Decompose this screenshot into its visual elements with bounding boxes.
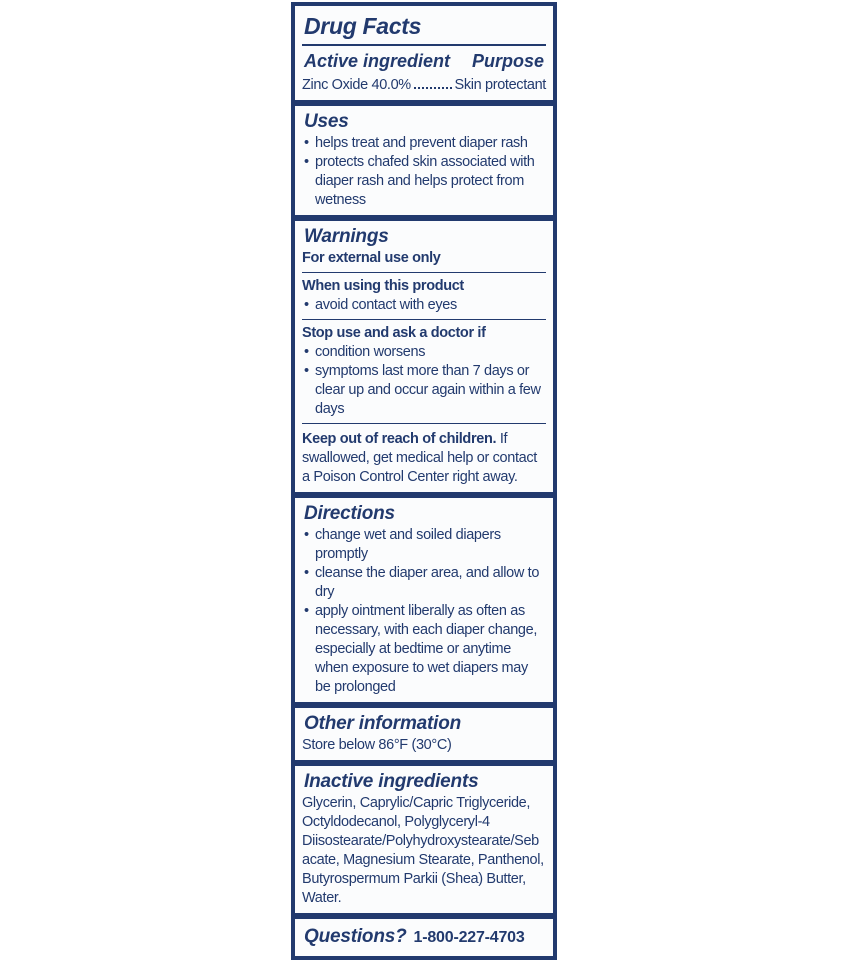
other-information-heading: Other information — [304, 713, 462, 734]
ingredient-purpose: Skin protectant — [454, 77, 546, 93]
stop-use-bullet-1 — [302, 343, 546, 362]
uses-bullet-2 — [302, 153, 546, 210]
bullet-icon: • — [304, 154, 310, 170]
bullet-icon: • — [304, 297, 310, 313]
when-using-heading: When using this product — [302, 278, 464, 294]
bullet-icon: • — [304, 527, 310, 543]
stop-use-heading: Stop use and ask a doctor if — [302, 325, 486, 341]
bullet-icon: • — [304, 603, 310, 619]
section-uses — [295, 106, 553, 215]
bullet-icon: • — [304, 565, 310, 581]
uses-bullet-2-text: protects chafed skin associated with diaper rash and helps protect from wetness — [315, 154, 535, 208]
questions-heading: Questions? — [304, 926, 407, 947]
stop-use-bullet-1-text: condition worsens — [315, 344, 426, 360]
keep-out-paragraph — [302, 428, 546, 487]
uses-heading: Uses — [304, 111, 349, 132]
bullet-icon: • — [304, 135, 310, 151]
section-inactive-ingredients — [295, 766, 553, 913]
active-ingredient-row — [302, 73, 546, 95]
section-questions — [295, 919, 553, 956]
directions-heading: Directions — [304, 503, 395, 524]
section-warnings — [295, 221, 553, 492]
active-ingredient-header-row — [302, 50, 546, 73]
uses-bullet-1 — [302, 134, 546, 153]
stop-use-bullet-2-text: symptoms last more than 7 days or clear up and occur again within a few days — [315, 363, 541, 417]
directions-bullet-2 — [302, 564, 546, 602]
warnings-sub-rule — [302, 423, 546, 424]
stop-use-bullet-2 — [302, 362, 546, 419]
keep-out-text: If swallowed, get medical help or contact a Poison Control Center right away. — [302, 431, 537, 485]
keep-out-bold: Keep out of reach of children. — [302, 431, 497, 447]
bullet-icon: • — [304, 363, 310, 379]
directions-bullet-1 — [302, 526, 546, 564]
directions-bullet-1-text: change wet and soiled diapers promptly — [315, 527, 501, 562]
external-use-line: For external use only — [302, 250, 441, 266]
uses-bullet-1-text: helps treat and prevent diaper rash — [315, 135, 528, 151]
bullet-icon: • — [304, 344, 310, 360]
dotted-leader — [414, 87, 452, 89]
questions-phone-number: 1-800-227-4703 — [413, 929, 525, 946]
directions-bullet-3 — [302, 602, 546, 697]
inactive-ingredients-list: Glycerin, Caprylic/Capric Triglyceride, Octyldodecanol, Polyglyceryl-4 Diisostearate/Polyhydroxystearate/Sebacate, Magnesium Stearate, Panthenol, Butyrospermum Parkii (Shea) Butter, Water. — [302, 795, 544, 906]
when-using-bullet-1-text: avoid contact with eyes — [315, 297, 457, 313]
active-ingredient-heading: Active ingredient — [304, 51, 451, 71]
storage-instruction: Store below 86°F (30°C) — [302, 737, 452, 753]
section-drug-facts-header — [295, 6, 553, 100]
directions-bullet-2-text: cleanse the diaper area, and allow to dry — [315, 565, 540, 600]
warnings-sub-rule — [302, 272, 546, 273]
title-rule — [302, 44, 546, 46]
purpose-heading: Purpose — [471, 51, 544, 71]
drug-facts-label — [291, 2, 557, 960]
questions-row — [302, 923, 546, 951]
warnings-heading: Warnings — [304, 226, 389, 247]
section-directions — [295, 498, 553, 702]
drug-facts-title: Drug Facts — [304, 13, 422, 39]
ingredient-name: Zinc Oxide 40.0% — [302, 77, 411, 93]
warnings-sub-rule — [302, 319, 546, 320]
section-other-information — [295, 708, 553, 760]
when-using-bullet-1 — [302, 296, 546, 315]
inactive-ingredients-heading: Inactive ingredients — [304, 771, 479, 792]
directions-bullet-3-text: apply ointment liberally as often as necessary, with each diaper change, especially at bedtime or anytime when exposure to wet diapers may be prolonged — [315, 603, 538, 695]
